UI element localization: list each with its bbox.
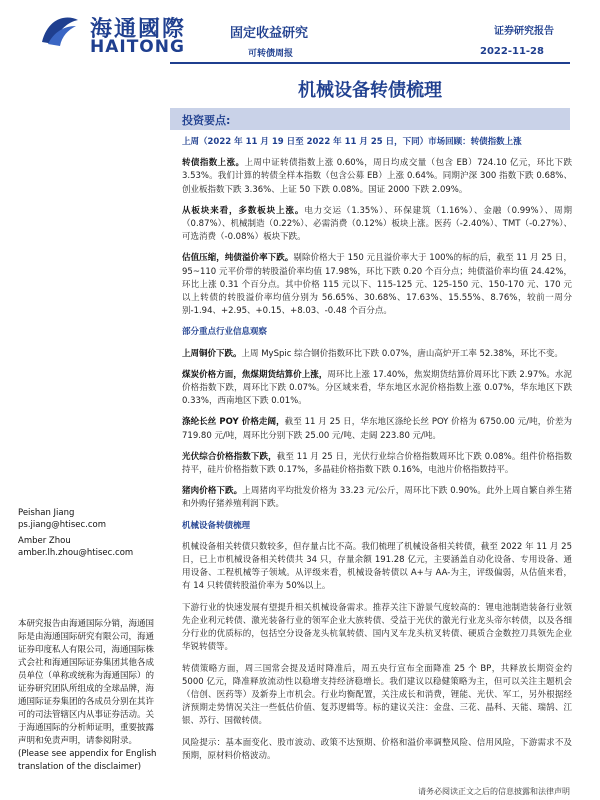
industry-heading: 部分重点行业信息观察 (182, 327, 268, 338)
analyst-2-name: Amber Zhou (18, 536, 71, 546)
footer-note: 请务必阅读正文之后的信息披露和法律声明 (418, 787, 570, 796)
market-review-heading: 上周（2022 年 11 月 19 日至 2022 年 11 月 25 日，下同）市场回顾：转债指数上涨 (182, 137, 522, 147)
risk-warning: 风险提示：基本面变化、股市波动、政策不达预期、价格和溢价率调整风险、信用风险，下游需求不及预期，原材料价格波动。 (182, 737, 572, 761)
invest-highlights-heading: 投资要点: (182, 114, 231, 127)
disclaimer-text: 本研究报告由海通国际分销，海通国际是由海通国际研究有限公司，海通证券印度私人有限公司，海通国际株式会社和海通国际证券集团其他各成员单位（单称或统称为海通国际）的证券研究团队所组成的全球品牌，海通国际证券集团的各成员分别在其许可的司法管辖区内从事证券活动。关于海通国际的分析师证明，重要披露声明和免责声明，请参阅附录。(Please see appendix for English translation of the disclaimer) (18, 619, 157, 772)
invest-highlights-bar (170, 108, 570, 130)
analyst-1-email[interactable]: ps.jiang@htisec.com (18, 520, 107, 530)
report-date: 2022-11-28 (480, 46, 544, 57)
machinery-paragraph-1: 机械设备相关转债只数较多，但存量占比不高。我们梳理了机械设备相关转债，截至 2022 年 11 月 25 日，已上市机械设备相关转债共 34 只，存量余额 191.28 亿元，主要涵盖自动化设备、专用设备、通用设备、工程机械等子领域。从评级来看，机械设备转债以 A+与 AA-为主，评级偏弱，从估值来看，有 14 只转债转股溢价率为 50%以上。 (182, 541, 572, 592)
report-type: 证券研究报告 (494, 26, 554, 37)
haitong-logo-icon (38, 12, 82, 48)
analyst-1-name: Peishan Jiang (18, 508, 75, 518)
document-title: 机械设备转债梳理 (298, 80, 442, 101)
report-category: 固定收益研究 (230, 26, 309, 41)
industry-paragraph-1: 上周铜价下跌。上周 MySpic 综合钢价指数环比下跌 0.07%，唐山高炉开工率 52.38%，环比不变。 (182, 348, 563, 359)
market-paragraph-1: 转债指数上涨。上周中证转债指数上涨 0.60%，周日均成交量（包含 EB）724.10 亿元，环比下跌 3.53%。我们计算的转债全样本指数（包含公募 EB）上涨 0.64%。同期沪深 300 指数下跌 0.68%、创业板指数下跌 3.36%、上证 50 下跌 0.08%。国证 2000 下跌 2.09%。 (182, 158, 572, 195)
industry-paragraph-2: 煤炭价格方面，焦煤期货结算价上涨，周环比上涨 17.40%，焦炭期货结算价周环比下跌 2.97%。水泥价格指数下跌，周环比下跌 0.07%。分区域来看，华东地区水泥价格指数上涨 0.07%，华东地区下跌 0.33%，西南地区下跌 0.01%。 (182, 369, 572, 407)
market-paragraph-2: 从板块来看，多数板块上涨。电力交运（1.35%）、环保建筑（1.16%）、金融（0.99%）、周期（0.87%）、机械制造（0.22%）、必需消费（0.12%）板块上涨。医药（-2.40%）、TMT（-0.27%）、可选消费（-0.08%）板块下跌。 (182, 205, 572, 243)
machinery-heading: 机械设备转债梳理 (182, 520, 251, 531)
machinery-paragraph-3: 转债策略方面，周三国常会提及适时降准后，周五央行宣布全面降准 25 个 BP，共释放长期资金约 5000 亿元，降准释放流动性以稳增支持经济稳增长。我们建议以稳健策略为主，但可以关注主题机会（信创、医药等）及新券上市机会。行业均衡配置，关注成长和消费，锂能、光伏、军工，另外根据经济预期走势情况关注一些低估价值、复苏逻辑等。标的建议关注：金盘、三花、晶科、天能、瑞鹄、江银、苏行、国微转债。 (182, 663, 572, 727)
industry-paragraph-5: 猪肉价格下跌。上周猪肉平均批发价格为 33.23 元/公斤，周环比下跌 0.90%。此外上周自繁自养生猪和外购仔猪养殖利润下跌。 (182, 486, 572, 510)
market-paragraph-3: 估值压缩，纯债溢价率下跌。剔除价格大于 150 元且溢价率大于 100%的标的后，截至 11 月 25 日，95~110 元平价带的转股溢价率均值 17.98%，环比下跌 0.20 个百分点；纯债溢价率均值 24.42%，环比上涨 0.31 个百分点。其中价格 115 元以下、115-125 元、125-150 元、150-170 元、170 元以上转债的转股溢价率均值分别为 56.65%、30.68%、17.63%、15.55%、8.76%，较前一周分别-1.94、+2.95、+0.15、+8.03、-0.48 个百分点。 (182, 253, 572, 317)
industry-paragraph-3: 涤纶长丝 POY 价格走阔，截至 11 月 25 日，华东地区涤纶长丝 POY 价格为 6750.00 元/吨，价差为 719.80 元/吨，周环比分别下跌 25.00 元/吨、走阔 223.80 元/吨。 (182, 417, 572, 441)
machinery-paragraph-2: 下游行业的快速发展有望提升相关机械设备需求。推荐关注下游景气度较高的：锂电池制造装备行业领先企业利元转债、激光装备行业的领军企业大族转债、受益于光伏的激光行业龙头帝尔转债，以及各细分行业的优质标的，包括空分设备龙头杭氧转债、国内叉车龙头杭叉转债、硬质合金数控刀具领先企业华锐转债等。 (182, 602, 572, 653)
analyst-2-email[interactable]: amber.lh.zhou@htisec.com (18, 548, 134, 558)
logo-english: HAITONG (90, 37, 185, 57)
header-divider (170, 62, 570, 64)
industry-paragraph-4: 光伏综合价格指数下跌，截至 11 月 25 日，光伏行业综合价格指数周环比下跌 0.08%。组件价格指数持平，硅片价格指数下跌 0.17%，多晶硅价格指数下跌 0.16%，电池片价格指数持平。 (182, 451, 572, 476)
main-content (182, 136, 572, 771)
logo-chinese: 海通國際 (90, 17, 187, 42)
report-subtitle: 可转债周报 (248, 49, 294, 59)
